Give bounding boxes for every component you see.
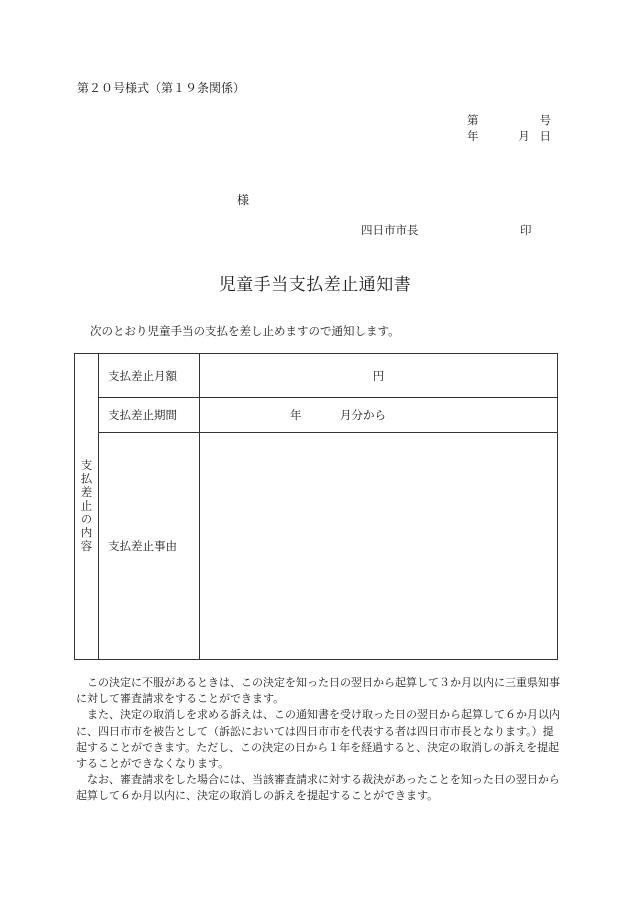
issue-date-month: 月 — [518, 129, 530, 143]
side-label-cell — [75, 354, 99, 660]
period-year: 年 — [290, 408, 302, 422]
side-label: 支払差止の内容 — [79, 459, 94, 554]
period-value — [200, 398, 558, 433]
note-paragraph: なお、審査請求をした場合には、当該審査請求に対する裁決があったことを知った日の翌日から起算して６か月以内に、決定の取消しの訴えを提起することができます。 — [76, 773, 560, 803]
addressee: 様 — [237, 193, 250, 207]
reason-label: 支払差止事由 — [99, 433, 200, 660]
document-number-row — [467, 112, 551, 128]
appeal-notes — [76, 675, 561, 805]
table-row — [75, 354, 558, 398]
document-number-block — [467, 112, 551, 144]
reason-value — [200, 433, 558, 660]
seal-mark: 印 — [520, 223, 532, 237]
issue-date-row — [467, 128, 551, 144]
table-row — [75, 398, 558, 433]
monthly-amount-label: 支払差止月額 — [99, 354, 200, 398]
table-row — [75, 433, 558, 660]
period-from: 月分から — [340, 408, 386, 422]
monthly-amount-value — [200, 354, 558, 398]
document-number-prefix: 第 — [467, 113, 479, 127]
note-paragraph: この決定に不服があるときは、この決定を知った日の翌日から起算して３か月以内に三重県知事に対して審査請求をすることができます。 — [76, 676, 560, 706]
form-number: 第２０号様式（第１９条関係） — [77, 81, 246, 95]
period-label: 支払差止期間 — [99, 398, 200, 433]
issuer-name: 四日市市長 — [361, 223, 419, 237]
document-number-suffix: 号 — [539, 113, 551, 127]
issue-date-day: 日 — [539, 129, 551, 143]
monthly-amount-unit: 円 — [372, 368, 385, 383]
note-paragraph: また、決定の取消しを求める訴えは、この通知書を受け取った日の翌日から起算して６か月以内に、四日市市を被告として（訴訟においては四日市市を代表する者は四日市市長となります。）提起することができます。ただし、この決定の日から１年を経過すると、決定の取消しの訴えを提起することができなくなります。 — [76, 708, 560, 771]
intro-text: 次のとおり児童手当の支払を差し止めますので通知します。 — [90, 324, 400, 338]
suspension-details-table — [74, 353, 558, 660]
issue-date-year: 年 — [467, 129, 479, 143]
page-title: 児童手当支払差止通知書 — [218, 275, 412, 295]
